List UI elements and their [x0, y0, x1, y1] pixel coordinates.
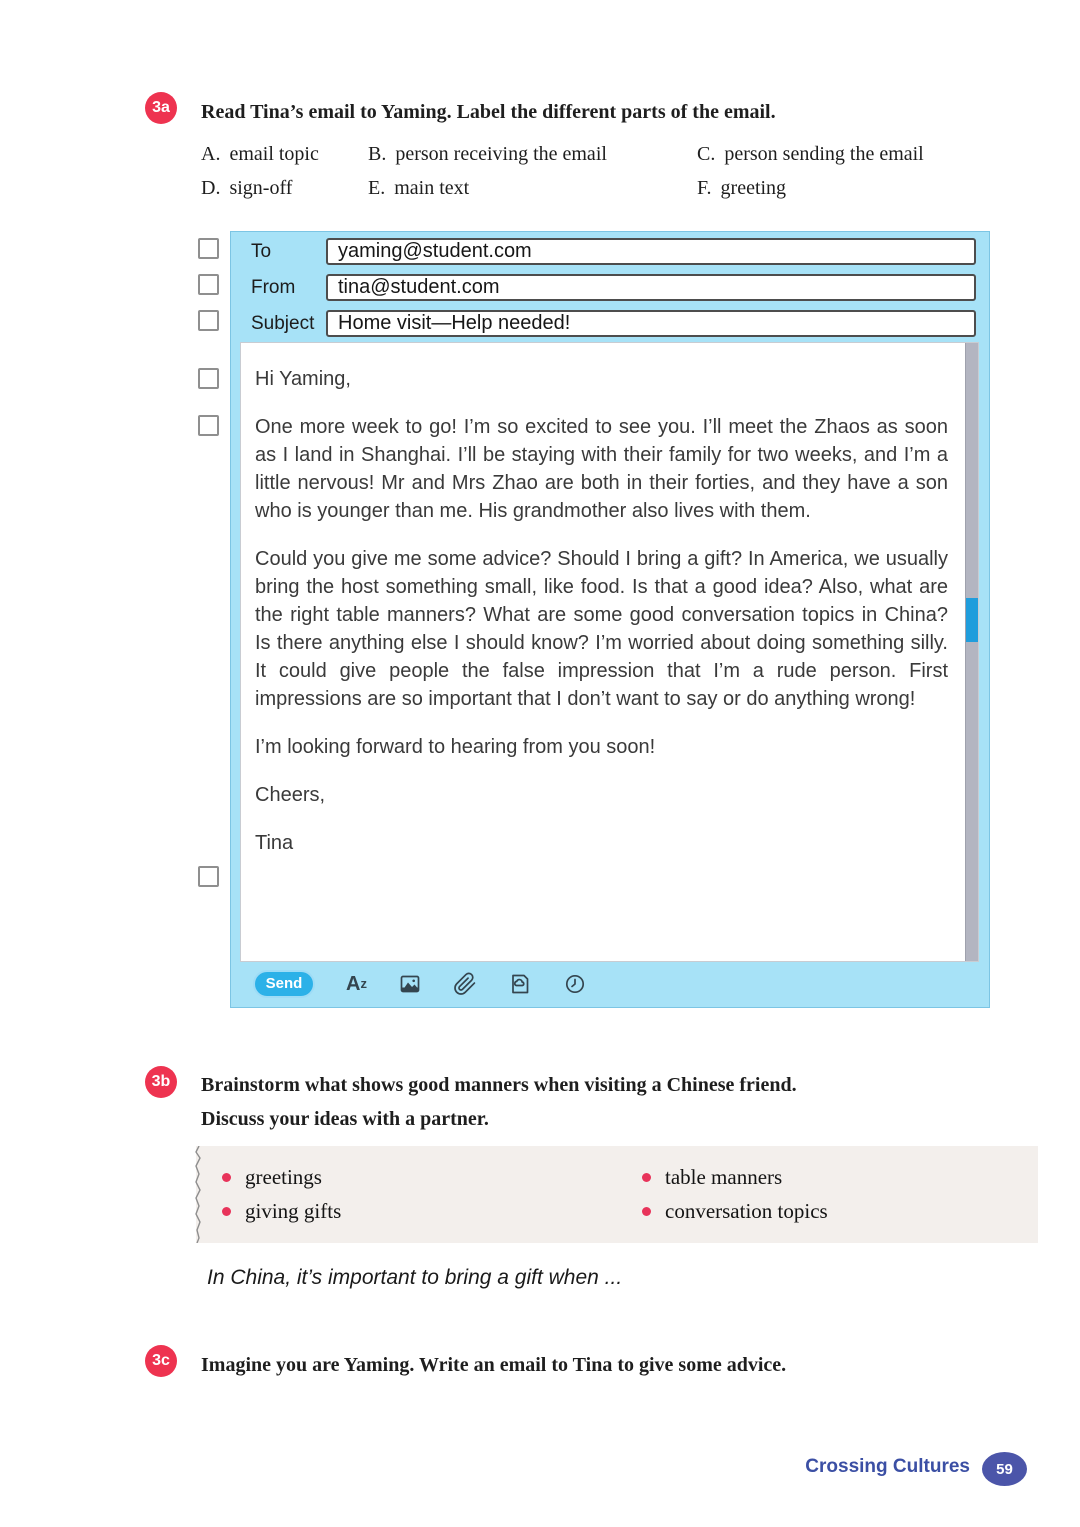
email-body: [240, 342, 979, 962]
task-3b-instruction: [201, 1068, 981, 1136]
label-checkbox-main-text[interactable]: [198, 415, 219, 436]
to-label: To: [251, 241, 272, 262]
to-field-row: [231, 238, 989, 265]
bullet-dot: [642, 1173, 651, 1182]
page-number-badge: 59: [982, 1452, 1027, 1486]
option-f: F. greeting: [697, 177, 787, 199]
schedule-icon[interactable]: [563, 972, 587, 996]
email-signature: Tina: [255, 832, 294, 854]
option-d: D. sign-off: [201, 177, 293, 199]
option-e: E. main text: [368, 177, 470, 199]
label-checkbox-sign-off[interactable]: [198, 866, 219, 887]
task-3a-badge: 3a: [145, 92, 177, 124]
label-checkbox-greeting[interactable]: [198, 368, 219, 389]
to-input[interactable]: [326, 238, 976, 265]
label-options: [201, 141, 924, 202]
bullet-dot: [222, 1207, 231, 1216]
from-label: From: [251, 277, 296, 298]
task-3b-badge: 3b: [145, 1066, 177, 1098]
cloud-file-icon[interactable]: [508, 972, 532, 996]
email-composer: [230, 231, 990, 1008]
brainstorm-box: [196, 1146, 1038, 1243]
example-sentence: In China, it’s important to bring a gift when ...: [207, 1266, 623, 1289]
composer-toolbar: [231, 960, 989, 1007]
email-closing: I’m looking forward to hearing from you soon!: [255, 736, 656, 758]
option-c: C. person sending the email: [697, 143, 924, 165]
email-paragraph-2: Could you give me some advice? Should I bring a gift? In America, we usually bring the host something small, like food. Is that a good idea? Also, what are the right table manners? What are some good conversation topics in China? Is there anything else I should know? I’m worried about doing something silly. It could give people the false impression that I’m a rude person. First impressions are so important that I don’t want to say or do anything wrong!: [255, 548, 948, 710]
idea-giving-gifts: giving gifts: [222, 1194, 341, 1228]
task-3c-instruction: Imagine you are Yaming. Write an email to Tina to give some advice.: [201, 1354, 787, 1376]
email-body-text: [241, 343, 978, 857]
idea-greetings: greetings: [222, 1160, 341, 1194]
option-b: B. person receiving the email: [368, 143, 607, 165]
option-a: A. email topic: [201, 143, 319, 165]
idea-conversation-topics: conversation topics: [642, 1194, 828, 1228]
idea-table-manners: table manners: [642, 1160, 828, 1194]
subject-label: Subject: [251, 313, 315, 334]
from-field-row: [231, 274, 989, 301]
unit-title: Crossing Cultures: [805, 1456, 970, 1477]
email-paragraph-1: One more week to go! I’m so excited to see you. I’ll meet the Zhaos as soon as I land in Shanghai. I’ll be staying with their family for two weeks, and I’m a little nervous! Mr and Mrs Zhao are both in their forties, and they have a son who is younger than me. His grandmother also lives with them.: [255, 416, 948, 522]
subject-field-row: [231, 310, 989, 337]
email-sign-off: Cheers,: [255, 784, 326, 806]
scrollbar-thumb[interactable]: [966, 598, 978, 642]
subject-input[interactable]: [326, 310, 976, 337]
label-checkbox-subject[interactable]: [198, 310, 219, 331]
scrollbar-track[interactable]: [965, 343, 978, 961]
idea-column-left: [222, 1160, 341, 1228]
label-checkbox-to[interactable]: [198, 238, 219, 259]
task-3b-instruction-line1: Brainstorm what shows good manners when visiting a Chinese friend.: [201, 1074, 797, 1096]
email-greeting: Hi Yaming,: [255, 368, 351, 390]
bullet-dot: [642, 1207, 651, 1216]
task-3a-instruction: Read Tina’s email to Yaming. Label the different parts of the email.: [201, 101, 776, 123]
send-button[interactable]: Send: [253, 970, 315, 998]
attachment-icon[interactable]: [453, 972, 477, 996]
from-input[interactable]: [326, 274, 976, 301]
bullet-dot: [222, 1173, 231, 1182]
font-icon[interactable]: A z: [346, 972, 367, 995]
idea-column-right: [642, 1160, 828, 1228]
image-icon[interactable]: [398, 972, 422, 996]
label-checkbox-from[interactable]: [198, 274, 219, 295]
torn-edge: [194, 1146, 202, 1243]
task-3b-instruction-line2: Discuss your ideas with a partner.: [201, 1108, 489, 1130]
task-3c-badge: 3c: [145, 1345, 177, 1377]
